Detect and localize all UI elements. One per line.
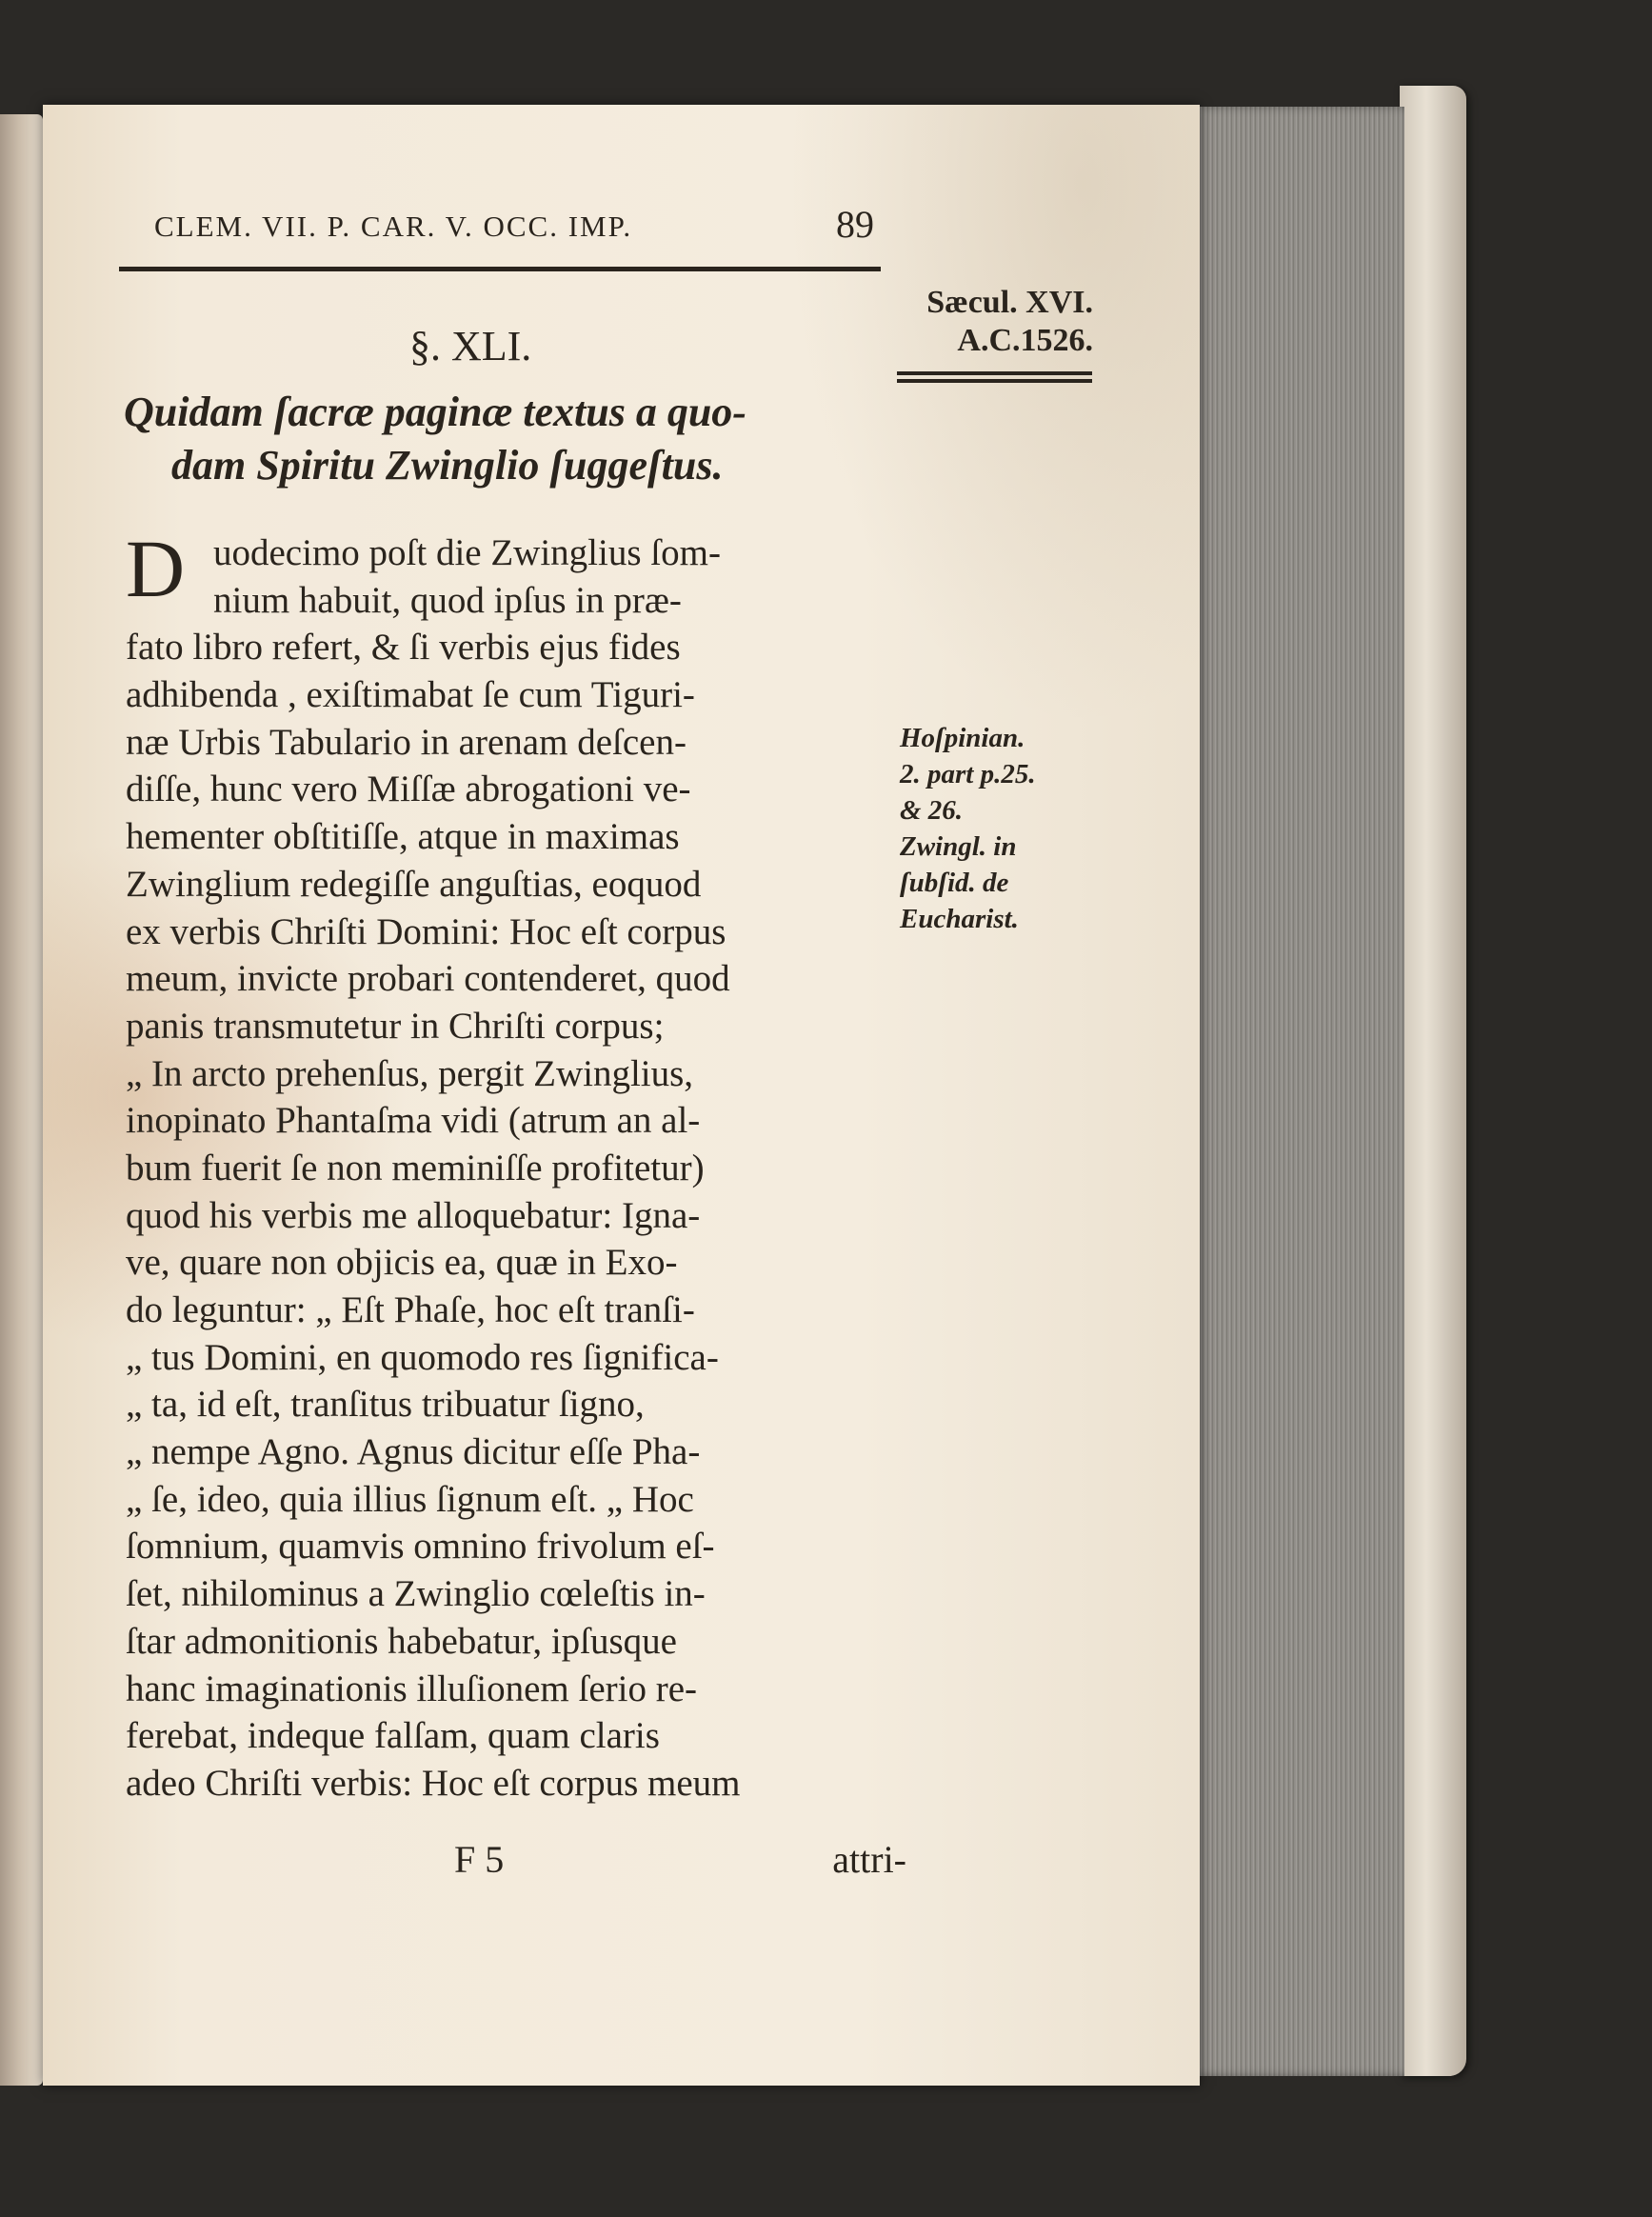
body-line: „ In arcto prehenſus, pergit Zwinglius,: [126, 1052, 694, 1094]
book-cover-edge: [1400, 86, 1466, 2076]
body-line: panis transmutetur in Chriſti corpus;: [126, 1005, 665, 1047]
body-line: „ tus Domini, en quomodo res ſignifica-: [126, 1336, 719, 1378]
body-line: „ nempe Agno. Agnus dicitur eſſe Pha-: [126, 1431, 701, 1473]
body-line: ſet, nihilominus a Zwinglio cœleſtis in-: [126, 1573, 706, 1615]
body-line: ve, quare non objicis ea, quæ in Exo-: [126, 1242, 678, 1284]
body-line: hementer obſtitiſſe, atque in maximas: [126, 816, 680, 858]
body-line: nium habuit, quod ipſus in præ-: [213, 579, 682, 621]
body-line: ſtar admonitionis habebatur, ipſusque: [126, 1620, 677, 1662]
running-head-title: CLEM. VII. P. CAR. V. OCC. IMP.: [154, 210, 633, 243]
body-line: uodecimo poſt die Zwinglius ſom-: [213, 532, 721, 573]
section-title-line: dam Spiritu Zwinglio ſuggeſtus.: [171, 442, 724, 489]
page-block-edges: [1190, 107, 1404, 2076]
drop-cap: D: [126, 523, 186, 614]
margin-rule: [897, 371, 1092, 375]
left-page-edge: [0, 114, 43, 2086]
marginal-note: [900, 720, 1100, 937]
body-line: „ ſe, ideo, quia illius ſignum eſt. „ Hoc: [126, 1478, 694, 1520]
body-line: Zwinglium redegiſſe anguſtias, eoquod: [126, 863, 702, 905]
body-line: bum fuerit ſe non meminiſſe profitetur): [126, 1147, 705, 1188]
margin-year: A.C.1526.: [957, 323, 1093, 358]
catchword: attri-: [832, 1838, 906, 1881]
signature-mark: F 5: [454, 1838, 505, 1881]
body-line: do leguntur: „ Eſt Phaſe, hoc eſt tranſi-: [126, 1289, 695, 1330]
section-number: §. XLI.: [409, 323, 532, 370]
body-line: ferebat, indeque falſam, quam claris: [126, 1715, 660, 1757]
marginal-note-line: Hoſpinian.: [900, 723, 1025, 753]
margin-date: [884, 284, 1093, 360]
margin-rule: [897, 379, 1092, 383]
body-line: quod his verbis me alloquebatur: Igna-: [126, 1194, 701, 1236]
marginal-note-line: Zwingl. in: [900, 831, 1017, 862]
marginal-note-line: & 26.: [900, 795, 964, 826]
body-line: adeo Chriſti verbis: Hoc eſt corpus meum: [126, 1762, 741, 1804]
marginal-note-line: Eucharist.: [900, 904, 1019, 934]
running-head-rule: [119, 267, 881, 271]
margin-century: Sæcul. XVI.: [926, 285, 1093, 320]
page-number: 89: [836, 203, 874, 246]
body-line: inopinato Phantaſma vidi (atrum an al-: [126, 1100, 701, 1142]
body-line: næ Urbis Tabulario in arenam deſcen-: [126, 721, 687, 763]
body-line: „ ta, id eſt, tranſitus tribuatur ſigno,: [126, 1384, 645, 1426]
body-text: [126, 523, 906, 1808]
body-line: diſſe, hunc vero Miſſæ abrogationi ve-: [126, 769, 691, 810]
section-title-line: Quidam ſacræ paginæ textus a quo-: [124, 389, 746, 435]
body-line: hanc imaginationis illuſionem ſerio re-: [126, 1668, 698, 1709]
body-line: adhibenda , exiſtimabat ſe cum Tiguri-: [126, 674, 695, 716]
body-line: meum, invicte probari contenderet, quod: [126, 958, 730, 1000]
body-line: ſomnium, quamvis omnino frivolum eſ-: [126, 1526, 715, 1568]
catchline: [126, 1837, 906, 1894]
body-line: fato libro refert, & ſi verbis ejus fides: [126, 627, 681, 669]
marginal-note-line: ſubſid. de: [900, 868, 1009, 898]
section-title: [124, 386, 905, 492]
body-line: ex verbis Chriſti Domini: Hoc eſt corpus: [126, 910, 726, 952]
marginal-note-line: 2. part p.25.: [900, 759, 1036, 789]
running-head: [154, 203, 878, 257]
